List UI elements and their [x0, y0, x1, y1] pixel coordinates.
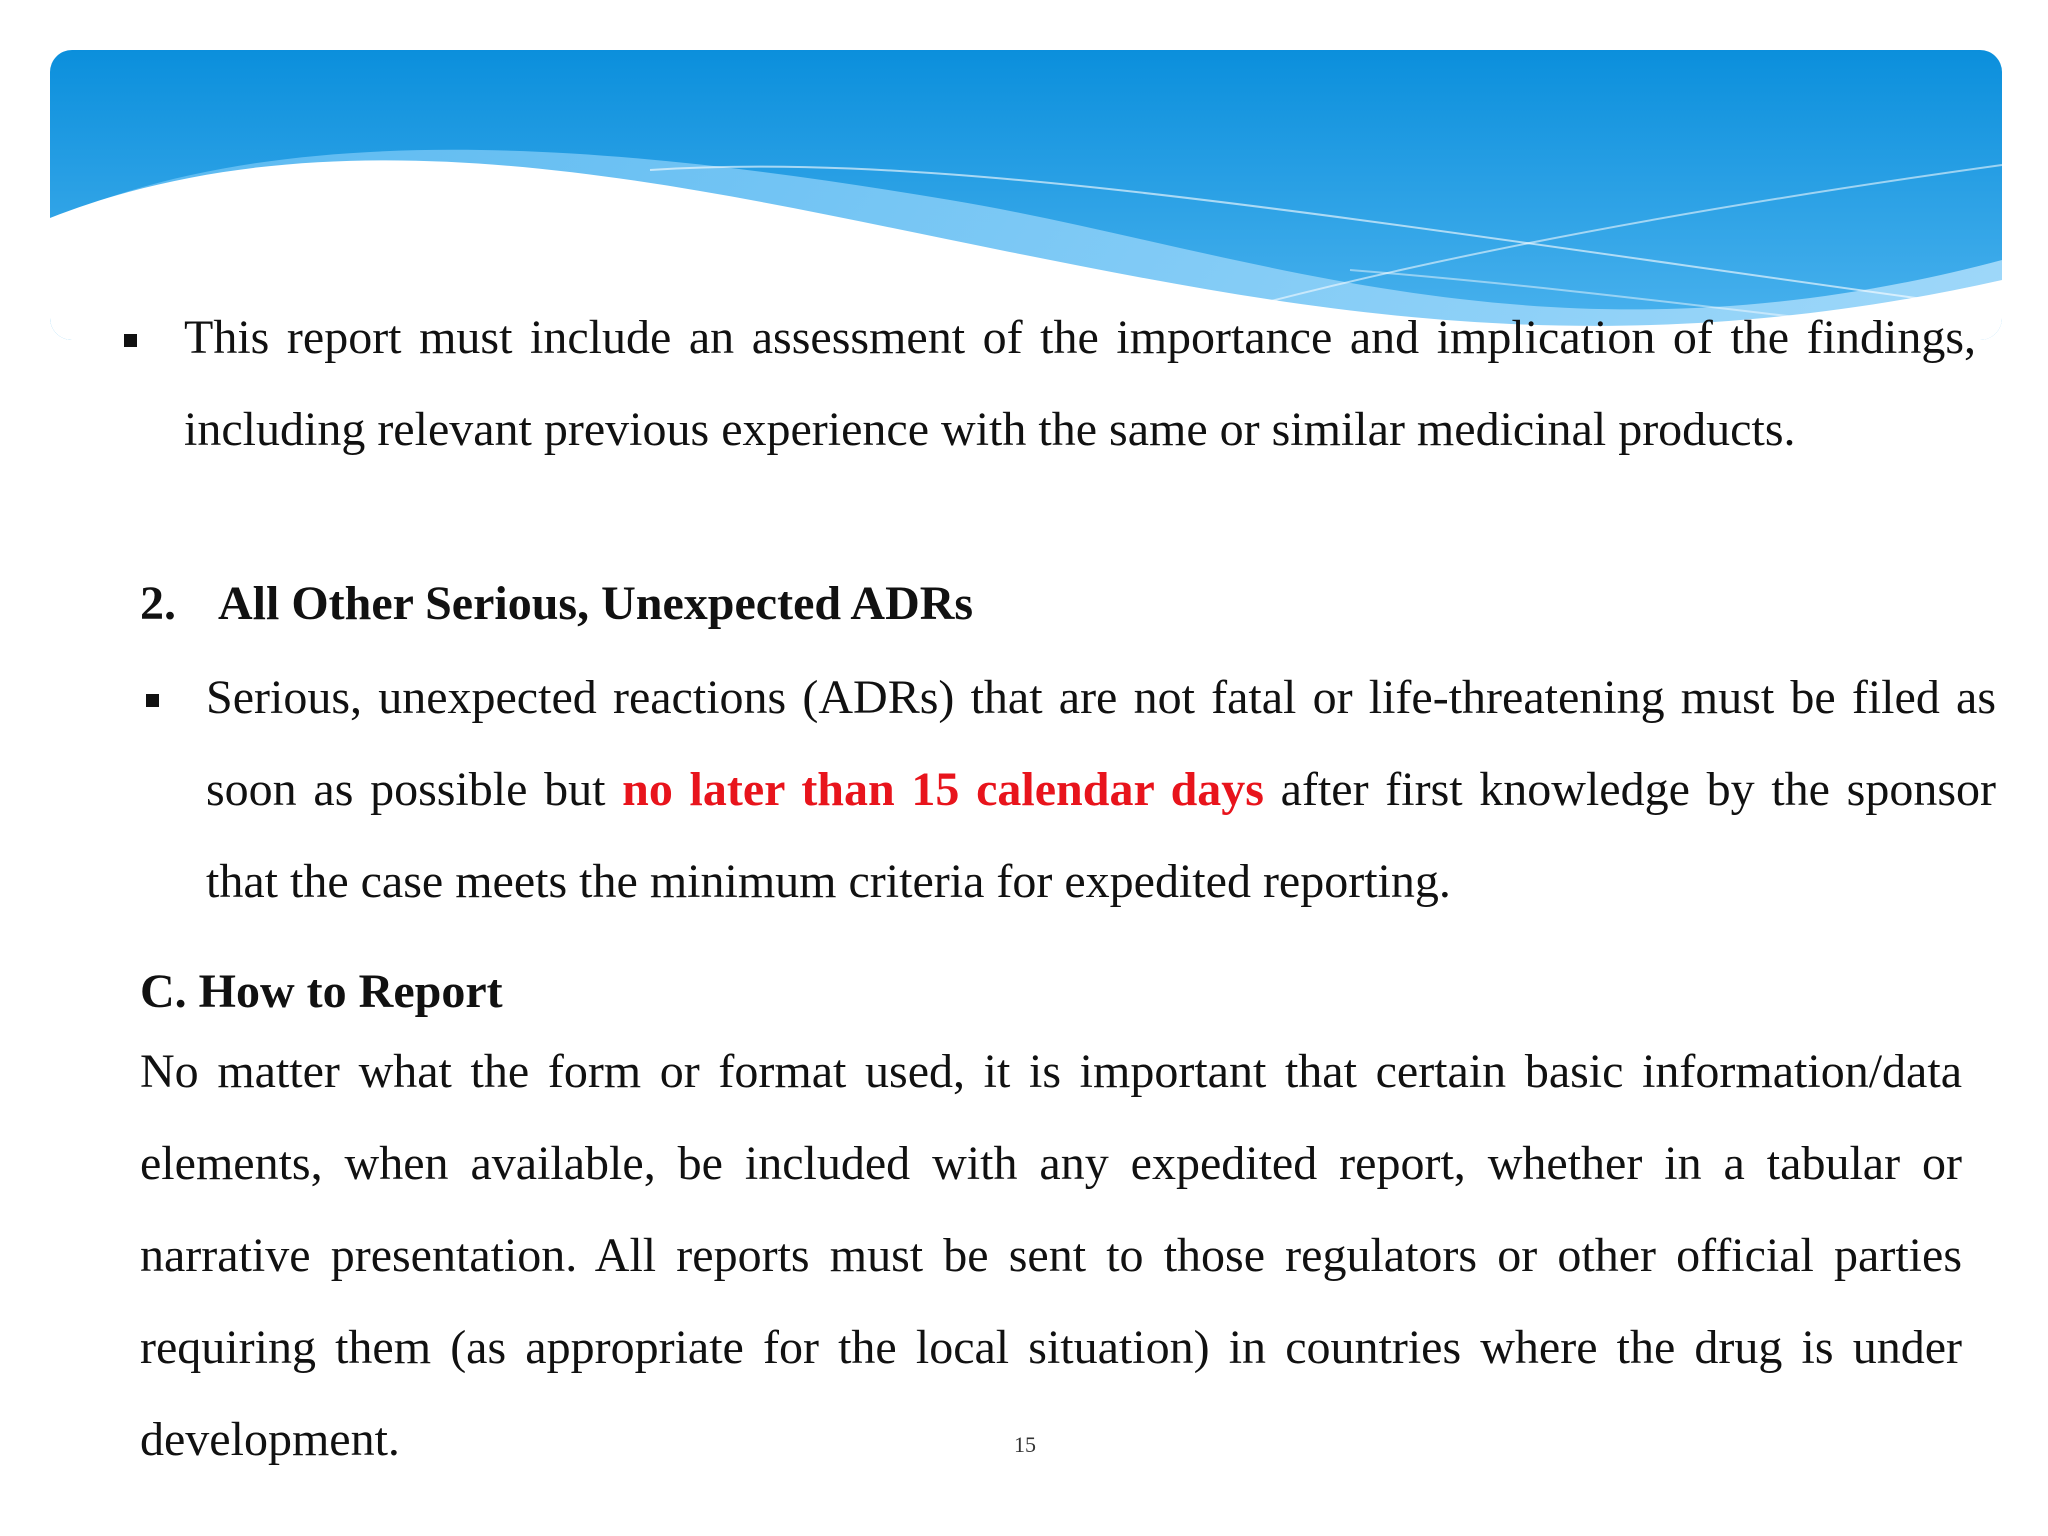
- body-paragraph: No matter what the form or format used, it is important that certain basic information/data elements, when available, be included with any expedited report, whether in a tabular or narrative presentation. All reports must be sent to those regulators or other official parties requiring them (as appropriate for the local situation) in countries where the drug is under development.: [140, 1045, 1962, 1466]
- section-heading: [140, 574, 973, 634]
- bullet-text: This report must include an assessment of the importance and implication of the findings, including relevant previous experience with the same or similar medicinal products.: [184, 311, 1976, 456]
- square-bullet-icon: [146, 694, 159, 707]
- bullet-text-after: after first knowledge by the sponsor that the case meets the minimum criteria for expedited reporting.: [206, 763, 1996, 908]
- square-bullet-icon: [124, 334, 137, 347]
- section-body: [140, 1026, 1962, 1486]
- section-number: 2.: [140, 577, 176, 630]
- page-number: 15: [1014, 1432, 1036, 1457]
- bullet-text-before: Serious, unexpected reactions (ADRs) that are not fatal or life-threatening must be filed as soon as possible but: [206, 671, 1996, 816]
- section-title: All Other Serious, Unexpected ADRs: [218, 577, 974, 630]
- deadline-highlight: no later than 15 calendar days: [622, 763, 1264, 816]
- bullet-text: [206, 652, 1996, 928]
- section-heading: C. How to Report: [140, 965, 503, 1018]
- bullet-item-2: [146, 652, 1996, 928]
- bullet-item-1: [124, 292, 1976, 476]
